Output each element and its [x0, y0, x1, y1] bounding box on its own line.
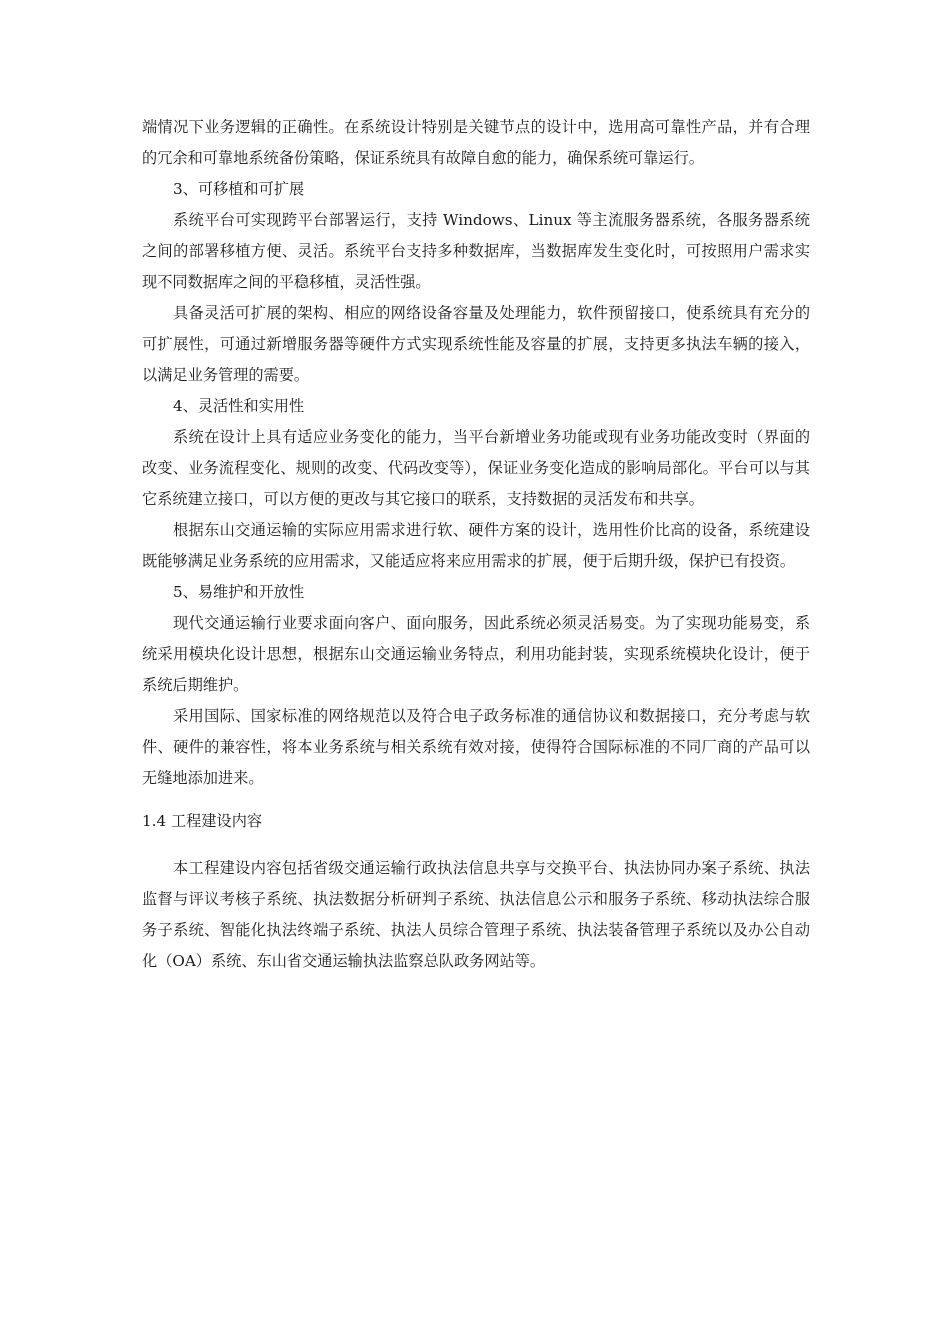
heading-portability: 3、可移植和可扩展: [173, 180, 305, 198]
spacer: [142, 837, 810, 853]
paragraph-adaptability: 系统在设计上具有适应业务变化的能力，当平台新增业务功能或现有业务功能改变时（界面的改变、业务流程变化、规则的改变、代码改变等），保证业务变化造成的影响局部化。平台可以与其它系统建立接口，可以方便的更改与其它接口的联系，支持数据的灵活发布和共享。: [142, 428, 810, 508]
paragraph-standards: 采用国际、国家标准的网络规范以及符合电子政务标准的通信协议和数据接口，充分考虑与软件、硬件的兼容性，将本业务系统与相关系统有效对接，使得符合国际标准的不同厂商的产品可以无缝地添加进来。: [142, 707, 810, 787]
paragraph-cost-effective: 根据东山交通运输的实际应用需求进行软、硬件方案的设计，选用性价比高的设备，系统建设既能够满足业务系统的应用需求，又能适应将来应用需求的扩展，便于后期升级，保护已有投资。: [142, 521, 810, 570]
section-title-construction: 1.4 工程建设内容: [142, 812, 263, 830]
spacer: [142, 794, 810, 806]
paragraph-modular-design: 现代交通运输行业要求面向客户、面向服务，因此系统必须灵活易变。为了实现功能易变，系统采用模块化设计思想，根据东山交通运输业务特点，利用功能封装，实现系统模块化设计，便于系统后期维护。: [142, 614, 810, 694]
paragraph-construction-content: 本工程建设内容包括省级交通运输行政执法信息共享与交换平台、执法协同办案子系统、执法监督与评议考核子系统、执法数据分析研判子系统、执法信息公示和服务子系统、移动执法综合服务子系统、智能化执法终端子系统、执法人员综合管理子系统、执法装备管理子系统以及办公自动化（OA）系统、东山省交通运输执法监察总队政务网站等。: [142, 859, 810, 970]
heading-flexibility: 4、灵活性和实用性: [173, 397, 305, 415]
heading-maintainability: 5、易维护和开放性: [173, 583, 305, 601]
paragraph-cross-platform: 系统平台可实现跨平台部署运行，支持 Windows、Linux 等主流服务器系统，各服务器系统之间的部署移植方便、灵活。系统平台支持多种数据库，当数据库发生变化时，可按照用户需求实现不同数据库之间的平稳移植，灵活性强。: [142, 211, 810, 291]
paragraph-reliability-continued: 端情况下业务逻辑的正确性。在系统设计特别是关键节点的设计中，选用高可靠性产品，并有合理的冗余和可靠地系统备份策略，保证系统具有故障自愈的能力，确保系统可靠运行。: [142, 118, 810, 167]
document-page: [142, 112, 810, 977]
paragraph-scalability: 具备灵活可扩展的架构、相应的网络设备容量及处理能力，软件预留接口，使系统具有充分的可扩展性，可通过新增服务器等硬件方式实现系统性能及容量的扩展，支持更多执法车辆的接入，以满足业务管理的需要。: [142, 304, 810, 384]
